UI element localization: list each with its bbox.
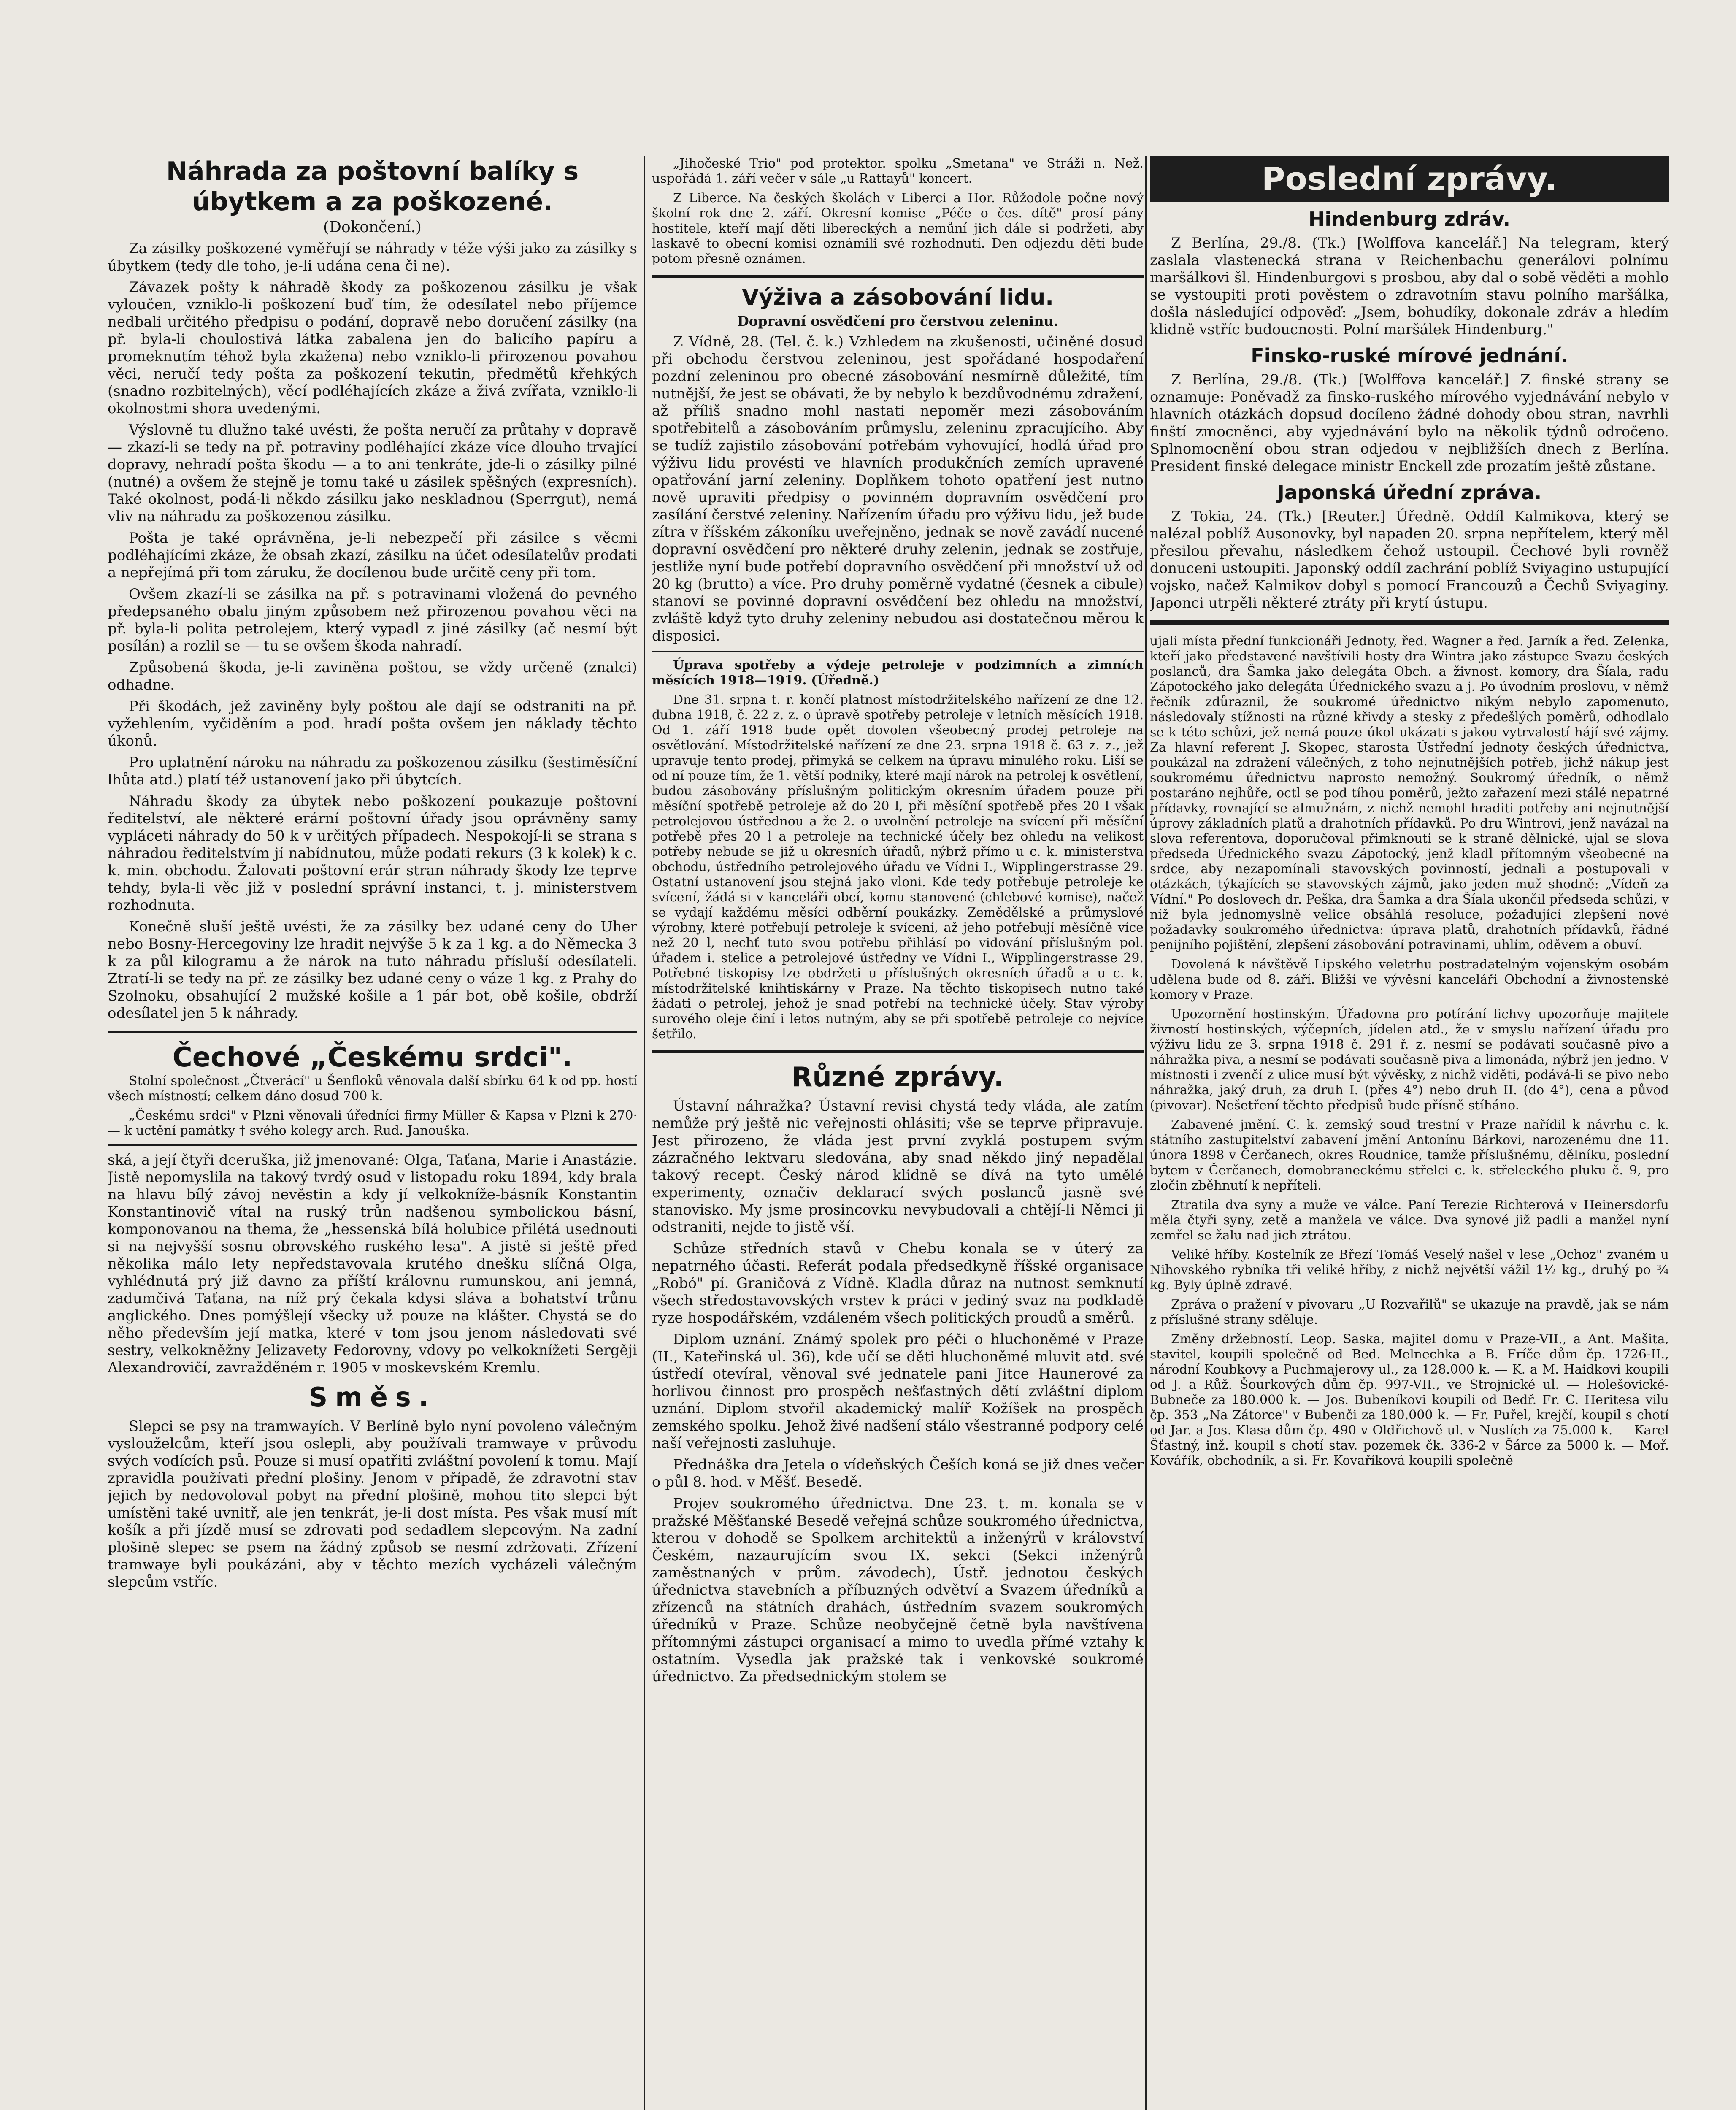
paragraph: Projev soukromého úřednictva. Dne 23. t. m. konala se v pražské Měšťanské Besedě veřejná schůze soukromého úřednictva, kterou v dohodě se Spolkem architektů a inženýrů v království Českém, nazaurujícím svou IX. sekci (Sekci inženýrů zaměstnaných v prům. závodech), Ústř. jednotou českých úřednictva stavebních a příbuzných odvětví a Svazem úředníků a zřízenců na státních drahách, ústředním svazem soukromých úředníků v Praze. Schůze neobyčejně četně byla navštívena přítomnými zástupci organisací a mimo to uvedla přímé vztahy k ostatním. Vysedla jak pražské tak i venkovské soukromé úřednictvo. Za předsednickým stolem se	[652, 1495, 1144, 1685]
news-item: „Jihočeské Trio" pod protektor. spolku „Smetana" ve Stráži n. Než. uspořádá 1. září večer v sále „u Rattayů" koncert.	[652, 156, 1144, 186]
paragraph: Diplom uznání. Známý spolek pro péči o hluchoněmé v Praze (II., Kateřinská ul. 36), kde učí se děti hluchoněmé mluvit atd. své ústředí otevíral, věnoval své jednatele pani Jitce Haunerové za horlivou činnost pro prospěch nešťastných dětí zvláštní diplom uznání. Diplom stvořil akademický malíř Kožíšek na prospěch zemského spolku. Jehož živé nadšení stálo všestranné podpory celé naší veřejnosti zasluhuje.	[652, 1331, 1144, 1452]
paragraph: Za zásilky poškozené vyměřují se náhrady v téže výši jako za zásilky s úbytkem (tedy dle toho, je-li udána cena či ne).	[108, 240, 637, 274]
column-middle	[652, 156, 1144, 2110]
section-divider	[108, 1031, 637, 1033]
section-subtitle: Dopravní osvědčení pro čerstvou zeleninu.	[737, 313, 1058, 329]
column-right	[1150, 156, 1669, 2110]
article-subtitle: (Dokončení.)	[323, 219, 422, 236]
section-banner-latest-news: Poslední zprávy.	[1150, 156, 1669, 202]
news-item: Z Liberce. Na českých školách v Liberci a Hor. Růžodole počne nový školní rok dne 2. září. Okresní komise „Péče o čes. dítě" prosí pány hostitele, kteří mají děti libereckých a nemůní jich dále si podržeti, aby laskavě to obecní komisi oznámili své rozhodnutí. Den odjezdu dětí bude potom přesně oznámen.	[652, 191, 1144, 266]
paragraph: Závazek pošty k náhradě škody za poškozenou zásilku je však vyloučen, vzniklo-li poškození buď tím, že odesílatel nebo příjemce nedbali určitého předpisu o podání, dopravě nebo doručení zásilky (na př. byla-li choulostivá látka zabalena jen do balicího papíru a promeknutím téhož byla zkažena) nebo vzniklo-li přirozenou povahou věci, neručí tedy pošta za poškození tekutin, předmětů křehkých (snadno rozbitelných), věcí podléhajících zkáze a živá zvířata, vzniklo-li okolnostmi shora uvedenými.	[108, 279, 637, 417]
column-rule	[1145, 156, 1147, 2110]
paragraph: Konečně sluší ještě uvésti, že za zásilky bez udané ceny do Uher nebo Bosny-Hercegoviny lze hradit nejvýše 5 k za 1 kg. a do Německa 3 k za půl kilogramu a že nárok na tuto náhradu přísluší odesílateli. Ztratí-li se tedy na př. ze zásilky bez udané ceny o váze 1 kg. z Prahy do Szolnoku, obsahující 2 mužské košile a 1 pár bot, obě košile, obdrží odesílatel jen 5 k náhrady.	[108, 918, 637, 1022]
paragraph: ská, a její čtyři dceruška, již jmenované: Olga, Taťana, Marie i Anastázie. Jistě nepomyslila na takový tvrdý osud v listopadu roku 1894, kdy brala na hlavu bílý závoj nevěstin a kdy jí velkokníže-básník Konstantin Konstantinovič vítal na ruský trůn nadšenou symbolickou básní, komponovanou na thema, že „hessenská bílá holubice přilétá usednouti si na nejvyšší sosnu obrovského ruského lesa". A jistě si ještě před několika málo lety nepředstavovala krutého dnešku slíčná Olga, vyhlédnutá prý již davno za příští královnu rumunskou, ani jemná, zadumčivá Taťana, na níž prý čekala kdysi sláva a bohatství trůnu anglického. Dnes pomýšlejí všecky už pouze na klášter. Chystá se do něho především její matka, které v tom jsou jenom následovati své sestry, velkokněžny Jelizavety Fedorovny, vdovy po velkoknížeti Sergěji Alexandrovičí, zavražděném r. 1905 v moskevském Kremlu.	[108, 1152, 637, 1376]
article-title-parcels: Náhrada za poštovní balíky s úbytkem a za poškozené.	[166, 157, 579, 216]
paragraph: Dne 31. srpna t. r. končí platnost místodržitelského nařízení ze dne 12. dubna 1918, č. 22 z. z. o úpravě spotřeby petroleje v letních měsících 1918. Od 1. září 1918 bude opět dovolen všeobecný prodej petroleje na osvětlování. Místodržitelské nařízení ze dne 23. srpna 1918 č. 63 z. z., jež upravuje tento prodej, přimyká se celkem na úpravu minulého roku. Liší se od ní pouze tím, že 1. větší podniky, které mají nárok na petrolej k osvětlení, budou zásobovány příslušným politickým okresním úřadem pouze při měsíční spotřebě petroleje až do 20 l, při měsíční spotřebě přes 20 l však petrolejovou ústřednou a že 2. o uvolnění petroleje na svícení při měsíční potřebě přes 20 l a petroleje na technické účely bez ohledu na velikost potřeby nebude se již u okresních úřadů, nýbrž přímo u c. k. ministerstva obchodu, ústředního petrolejového úřadu ve Vídni I., Wipplingerstrasse 29. Ostatní ustanovení jsou stejná jako vloni. Kde tedy potřebuje petroleje ke svícení, žádá si v kanceláři obcí, komu stanovené (chlebové komise), načež se vydají každému měsíci odběrní poukázky. Zemědělské a průmyslové výrobny, které potřebují petroleje k svícení, až jeho potřebují měsíčně více než 20 l, nechť tuto svou potřebu přihlásí po vidování příslušným pol. úřadem i. stelice a petrolejové ústředny ve Vídni I., Wipplingerstrasse 29. Potřebné tiskopisy lze obdržeti u příslušných okresních úřadů a u c. k. místodržitelské knihtiskárny v Praze. Na těchto tiskopisech nutno také žádati o petrolej, jehož je snad potřebí na technické účely. Stav výroby surového oleje činí i letos nutným, aby se při spotřebě petroleje co nejvíce šetřilo.	[652, 693, 1144, 1041]
section-divider	[652, 275, 1144, 278]
paragraph: Pošta je také oprávněna, je-li nebezpečí při zásilce s věcmi podléhajícími zkáze, že obsah zkazí, zásilku na účet odesílatelův prodati a nepřejímá při tom záruku, že docílenou bude určitě ceny při tom.	[108, 530, 637, 581]
paragraph: Upozornění hostinským. Úřadovna pro potírání lichvy upozorňuje majitele živností hostinských, výčepních, jídelen atd., že v smyslu nařízení úřadu pro výživu lidu ze 3. srpna 1918 č. 291 ř. z. nesmí se podávati současně pivo a náhražka piva, a nesmí se podávati současně piva a limonáda, nýbrž jen jedno. V místnosti i zvenčí z ulice musí být vývěsky, z nichž viděti, podává-li se pivo nebo náhražka, jaký druh, za druh I. (přes 4°) nebo druh II. (do 4°), cena a původ (pivovar). Nešetření těchto předpisů bude přísně stíháno.	[1150, 1007, 1669, 1113]
section-title-food: Výživa a zásobování lidu.	[741, 285, 1054, 310]
section-divider	[1150, 620, 1669, 625]
paragraph: Z Tokia, 24. (Tk.) [Reuter.] Úředně. Oddíl Kalmikova, který se nalézal poblíž Ausonovky, byl napaden 20. srpna nepřítelem, který měl přesilou převahu, následkem čehož ustoupil. Čechové byli rovněž donuceni ustoupiti. Japonský oddíl zachrání poblíž Sviyagino ustupující vojsko, načež Kalmikov dobyl s pomocí Francouzů a Čechů Sviyaginy. Japonci utrpěli některé ztráty při krytí ústupu.	[1150, 508, 1669, 611]
paragraph: Ztratila dva syny a muže ve válce. Paní Terezie Richterová v Heinersdorfu měla čtyři syny, zetě a manžela ve válce. Dva synové již padli a manžel nyní zemřel se žalu nad jich ztrátou.	[1150, 1198, 1669, 1243]
paragraph: Náhradu škody za úbytek nebo poškození poukazuje poštovní ředitelství, ale některé erární poštovní úřady jsou oprávněny samy vypláceti náhrady do 50 k v určitých případech. Nespokojí-li se strana s náhradou ředitelstvím jí nabídnutou, může podati rekurs (3 k kolek) k c. k. min. obchodu. Žalovati poštovní erár stran náhrady škody lze teprve tehdy, byla-li věc již v poslední správní instanci, t. j. ministerstvem rozhodnuta.	[108, 793, 637, 914]
paragraph: Slepci se psy na tramwayích. V Berlíně bylo nyní povoleno válečným vyslouželcům, kteří jsou oslepli, aby používali tramwaye v průvodu svých vodících psů. Pouze si musí opatřiti zvláštní povolení k tomu. Mají zpravidla používati přední plošiny. Jenom v případě, že zdravotní stav jejich by nedovoloval pobyt na přední plošině, mohou tito slepci být umístěni také uvnitř, ale jen tenkrát, je-li dost místa. Pes však musí mít košík a při jízdě musí se zdrovati pod sedadlem slepcovým. Na zadní plošině slepec se psem na žádný způsob se nesmí zdržovati. Zřízení tramwaye byli poukázáni, aby v těchto mezích vycházeli válečným slepcům vstříc.	[108, 1418, 637, 1591]
paragraph: Zabavené jmění. C. k. zemský soud trestní v Praze nařídil k návrhu c. k. státního zastupitelství zabavení jmění Antonínu Bárkovi, narozenému dne 11. února 1898 v Čerčanech, okres Roudnice, tamže příslušnému, dělníku, poslední bytem v Čerčanech, domobraneckému střelci c. k. střeleckého pluku č. 9, pro zločin zběhnutí k nepříteli.	[1150, 1117, 1669, 1193]
paragraph: Z Berlína, 29./8. (Tk.) [Wolffova kancelář.] Z finské strany se oznamuje: Poněvadž za finsko-ruského mírového vyjednávání nebylo v hlavních otázkách dopsud docíleno žádné dohody obou stran, navrhli finští zmocněnci, aby vyjednávání bylo na několik týdnů odročeno. Splnomocnění obou stran odjedou v nejbližších dnech z Berlína. President finské delegace ministr Enckell zde prozatím ještě zůstane.	[1150, 371, 1669, 475]
paragraph: Ústavní náhražka? Ústavní revisi chystá tedy vláda, ale zatím nemůže prý ještě nic veřejnosti ohlásiti; vše se teprve připravuje. Jest přirozeno, že vláda jest první zvyklá postupem svým zázračného lektvaru sledována, aby snad někdo jiný nepadělal takový recept. Český národ klidně se dívá na tyto umělé experimenty, označiv deklarací svých poslanců jasně své stanovisko. My jsme prosincovku nevybudovali a chtějí-li Němci ji odstraniti, nejde to jistě vší.	[652, 1098, 1144, 1236]
article-title-ceske-srdce: Čechové „Českému srdci".	[172, 1042, 573, 1073]
paragraph: Změny držebností. Leop. Saska, majitel domu v Praze-VII., a Ant. Mašita, stavitel, koupili společně od Bed. Melnechka a B. Fríče dům čp. 1726-II., národní Koubkovy a Puchmajerovy ul., za 128.000 k. — K. a M. Haidkovi koupili od J. a Růž. Šourkových dům čp. 997-VII., ve Strojnické ul. — Holešovické-Bubneče za 180.000 k. — Jos. Bubeníkovi koupili od Bedř. Fr. C. Heritesa vilu čp. 353 „Na Zátorce" v Bubenči za 180.000 k. — Fr. Puřel, krejčí, koupil s chotí od Jar. a Jos. Klasa dům čp. 490 v Oldřichově ul. v Nuslích za 75.000 k. — Karel Šťastný, inž. koupil s chotí stav. pozemek čk. 336-2 v Šárce za 5000 k. — Moř. Kovářík, obchodník, a si. Fr. Kovaříková koupili společně	[1150, 1332, 1669, 1468]
paragraph: Z Vídně, 28. (Tel. č. k.) Vzhledem na zkušenosti, učiněné dosud při obchodu čerstvou zeleninou, jest spořádané hospodaření pozdní zeleninou pro obecné zásobování nesmírně důležité, tím nutnější, že jest se obávati, že by nebylo k bezdůvodnému zdražení, až příliš snadno mohl nastati nepoměr mezi zásobováním spotřebitelů a zásobováním průmyslu, zeleninu zpracujícího. Aby se tudíž zajistilo zásobování potřebám vyhovující, hodlá úřad pro výživu lidu provésti ve hlavních produkčních zemích upravené opatřování jarní zeleniny. Doplňkem tohoto opatření jest nutno nově upraviti předpisy o povinném dopravním osvědčení pro zasílání čerstvé zeleniny. Nařízením úřadu pro výživu lidu, jež bude zítra v říšském zákoníku uveřejněno, jednak se nově zavádí nucené dopravní osvědčení pro některé druhy zelenin, jednak se zostřuje, jestliže nyní bude potřebí dopravního osvědčení při množství už od 20 kg (brutto) a více. Pro druhy poměrně vydatné (česnek a cibule) stanoví se povinné dopravní osvědčení bez ohledu na množství, zvláště když tyto druhy zeleniny nebudou asi dostatečnou měrou k disposici.	[652, 333, 1144, 644]
paragraph: Výslovně tu dlužno také uvésti, že pošta neručí za průtahy v dopravě — zkazí-li se tedy na př. potraviny podléhající zkáze více dlouho trvající dopravy, nehradí pošta škodu — a to ani tenkráte, jde-li o zásilky pilné (nutné) a ovšem že stejně je tomu také u zásilek spěšných (expresních). Také okolnost, podá-li někdo zásilku jako neskladnou (Sperrgut), nemá vliv na náhradu za poškozenou zásilku.	[108, 422, 637, 525]
news-headline: Finsko-ruské mírové jednání.	[1251, 344, 1568, 367]
paragraph: Pro uplatnění nároku na náhradu za poškozenou zásilku (šestiměsíční lhůta atd.) platí též ustanovení jako při úbytcích.	[108, 754, 637, 788]
paragraph: Veliké hříby. Kostelník ze Březí Tomáš Veselý našel v lese „Ochoz" zvaném u Nihovského rybníka tři veliké hříby, z nichž největší vážil 1½ kg., druhý po ¾ kg. Byly úplně zdravé.	[1150, 1247, 1669, 1293]
section-title-smes: Směs.	[308, 1382, 436, 1412]
paragraph: Zpráva o pražení v pivovaru „U Rozvařilů" se ukazuje na pravdě, jak se nám z příslušné strany sděluje.	[1150, 1297, 1669, 1327]
news-headline: Hindenburg zdráv.	[1308, 208, 1511, 230]
column-rule	[644, 156, 645, 2110]
donation-item: „Českému srdci" v Plzni věnovali úředníci firmy Müller & Kapsa v Plzni k 270·— k uctění památky † svého kolegy arch. Rud. Janouška.	[108, 1108, 637, 1138]
paragraph: Ovšem zkazí-li se zásilka na př. s potravinami vložená do pevného předepsaného obalu jiným způsobem než přirozenou povahou věci na př. byla-li polita petrolejem, který vypadl z jiné zásilky (ač nesmí být posílán) a rozlil se — tu se ovšem škoda nahradí.	[108, 586, 637, 655]
paragraph: Přednáška dra Jetela o vídeňských Češích koná se již dnes večer o půl 8. hod. v Měšť. Besedě.	[652, 1456, 1144, 1491]
paragraph: Při škodách, jež zaviněny byly poštou ale dají se odstraniti na př. vyžehlením, vyčiděním a pod. hradí pošta ovšem jen náklady těchto úkonů.	[108, 698, 637, 749]
paragraph: Schůze středních stavů v Chebu konala se v úterý za nepatrného účasti. Referát podala předsedkyně říšské organisace „Robó" pí. Graničová z Vídně. Kladla důraz na nutnost semknutí všech středostavovských vrstev k práci v jediný svaz na podkladě ryze hospodářském, vzdáleném všech politických proudů a směrů.	[652, 1240, 1144, 1326]
paragraph: Způsobená škoda, je-li zaviněna poštou, se vždy určeně (znalci) odhadne.	[108, 659, 637, 693]
paragraph: Dovolená k návštěvě Lipského veletrhu postradatelným vojenským osobám udělena bude od 8. září. Bližší ve vývěsní kanceláři Obchodní a živnostenské komory v Praze.	[1150, 957, 1669, 1002]
section-divider	[108, 1144, 637, 1146]
paragraph: Z Berlína, 29./8. (Tk.) [Wolffova kancelář.] Na telegram, který zaslala vlastenecká strana v Reichenbachu generálovi polnímu maršálkovi šl. Hindenburgovi s prosbou, aby dal o sobě věděti a mohlo se vystoupiti proti pověstem o zdravotním stavu polního maršálka, došla následující odpověď: „Jsem, bohudíky, dokonale zdráv a hledím klidně vstříc budoucnosti. Polní maršálek Hindenburg."	[1150, 235, 1669, 338]
section-title-misc: Různé zprávy.	[791, 1062, 1004, 1093]
paragraph: ujali místa přední funkcionáři Jednoty, řed. Wagner a řed. Jarník a řed. Zelenka, kteří jako představené navštívili hosty dra Wintra jako zástupce Svazu českých poslanců, dra Šamka jako delegáta Obch. a živnost. komory, dra Šíala, radu Zápotockého jako delegáta Úřednického svazu a j. Po úvodním proslovu, v němž řečník zdůraznil, že soukromé úřednictvo nikým nebylo zapomenuto, následovaly stížnosti na různé křivdy a stesky z předešlých poměrů, odhodlalo se k této schůzi, jež nemá pouze úkol ukázati s jakou vytrvalostí hájí své zájmy. Za hlavní referent J. Skopec, starosta Ústřední jednoty českých úřednictva, poukázal na zdražení válečných, z toho nejnutnějších potřeb, jichž nákup jest soukromému úřednictvu naprosto nemožný. Soukromý úředník, o němž postaráno nejhůře, octl se pod tíhou poměrů, ježto zařazení mezi stálé nepatrné přídavky, rovnající se almužnám, z nichž nemohl hraditi potřeby ani nejnutnější úprovy základních platů a drahotních přídavků. Po dru Wintrovi, jenž navázal na slova referentova, doporučoval přimknouti se k straně dělnické, ujal se slova předseda Úřednického svazu Zápotocký, jenž kladl přítomným všeobecné na srdce, aby nezapomínali stavovských povinností, jednali a postupovali v otázkách, týkajících se stavovských zájmů, jako jeden muž shodně: „Vídeň za Vídní." Po doslovech dr. Peška, dra Šamka a dra Šíala ukončil předseda schůzi, v níž byla jednomyslně velice obsáhlá resoluce, požadující zlepšení nové požadavky soukromého úřednictva: úprava platů, drahotních přídavků, řádné penijního pojištění, zlepšení zásobování potravinami, uhlím, oděvem a obuví.	[1150, 634, 1669, 952]
news-headline: Japonská úřední zpráva.	[1277, 481, 1542, 504]
section-divider	[652, 651, 1144, 652]
donation-item: Stolní společnost „Čtverácí" u Šenfloků věnovala další sbírku 64 k od pp. hostí všech místností; celkem dáno dosud 700 k.	[108, 1074, 637, 1104]
paragraph-heading: Úprava spotřeby a výdeje petroleje v podzimních a zimních měsících 1918—1919. (Úředně.)	[652, 658, 1144, 688]
column-left	[108, 156, 637, 2110]
section-divider	[652, 1050, 1144, 1053]
